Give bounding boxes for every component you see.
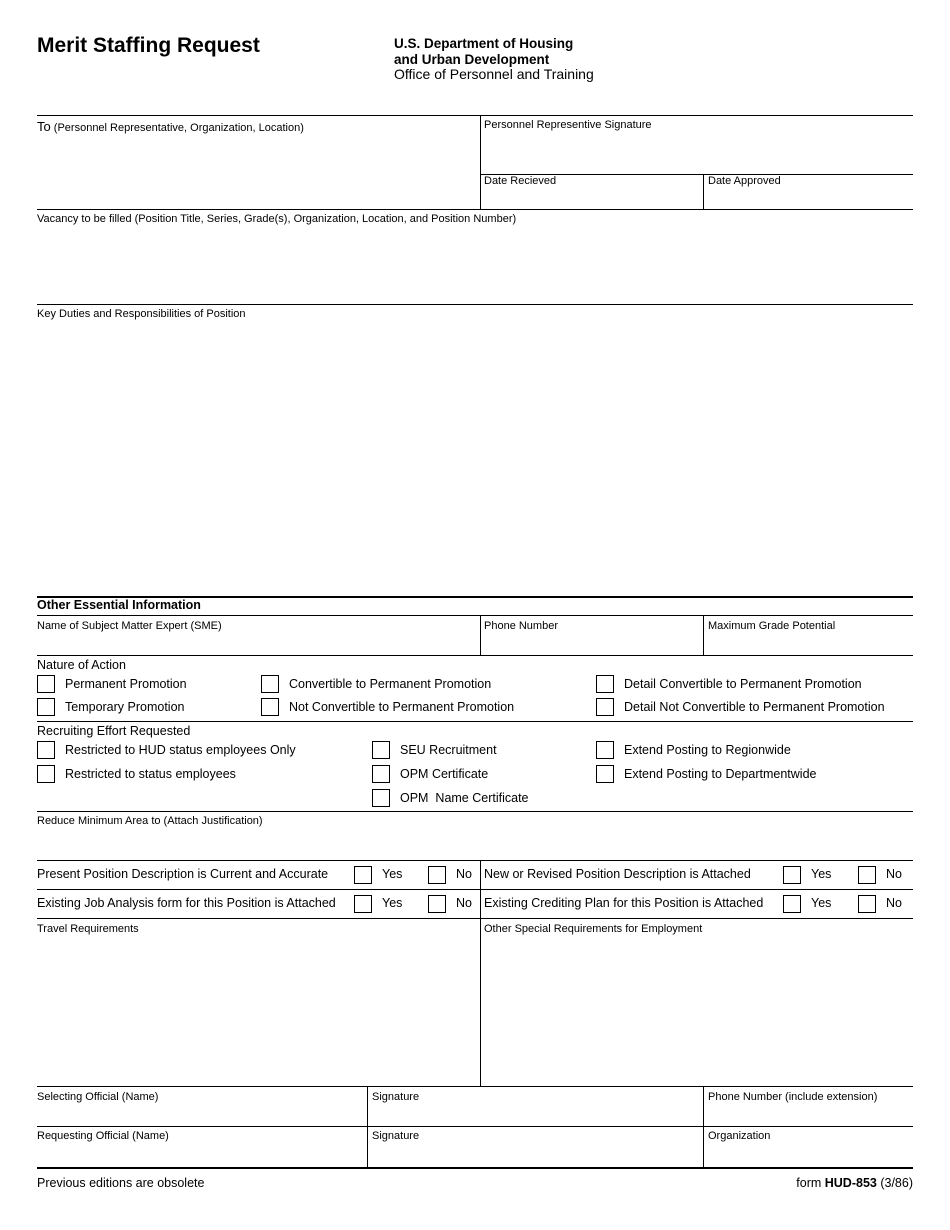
department-office: Office of Personnel and Training — [394, 66, 594, 82]
detail-convertible-label: Detail Convertible to Permanent Promotion — [624, 677, 862, 691]
divider — [37, 615, 913, 616]
opm-certificate-checkbox[interactable] — [372, 765, 390, 783]
divider — [37, 1126, 913, 1127]
departmentwide-checkbox[interactable] — [596, 765, 614, 783]
sme-label: Name of Subject Matter Expert (SME) — [37, 620, 222, 632]
selecting-official-field[interactable] — [37, 1107, 363, 1124]
divider — [480, 115, 481, 209]
to-description: (Personnel Representative, Organization, Location) — [53, 122, 304, 134]
divider — [37, 811, 913, 812]
nature-heading: Nature of Action — [37, 658, 126, 672]
requesting-official-field[interactable] — [37, 1146, 363, 1165]
detail-not-convertible-label: Detail Not Convertible to Permanent Promotion — [624, 700, 885, 714]
hud-status-only-checkbox[interactable] — [37, 741, 55, 759]
form-prefix: form — [796, 1176, 822, 1190]
divider — [37, 860, 913, 861]
duties-field[interactable] — [37, 325, 909, 593]
permanent-promotion-checkbox[interactable] — [37, 675, 55, 693]
not-convertible-checkbox[interactable] — [261, 698, 279, 716]
duties-label: Key Duties and Responsibilities of Position — [37, 308, 246, 320]
department-line-1: U.S. Department of Housing — [394, 36, 574, 51]
divider — [37, 655, 913, 656]
max-grade-field[interactable] — [708, 636, 908, 653]
permanent-promotion-label: Permanent Promotion — [65, 677, 187, 691]
opm-certificate-label: OPM Certificate — [400, 767, 489, 781]
job-analysis-no-label: No — [456, 896, 472, 910]
job-analysis-label: Existing Job Analysis form for this Position is Attached — [37, 896, 336, 910]
phone-label: Phone Number — [484, 620, 558, 632]
detail-convertible-checkbox[interactable] — [596, 675, 614, 693]
temporary-promotion-checkbox[interactable] — [37, 698, 55, 716]
pd-current-no-label: No — [456, 867, 472, 881]
max-grade-label: Maximum Grade Potential — [708, 620, 836, 632]
pd-current-label: Present Position Description is Current and Accurate — [37, 867, 329, 881]
rep-signature-field[interactable] — [484, 136, 909, 172]
selecting-signature-label: Signature — [372, 1091, 420, 1103]
pd-revised-no-label: No — [886, 867, 902, 881]
divider — [37, 115, 913, 116]
date-approved-field[interactable] — [708, 190, 908, 207]
divider — [37, 918, 913, 919]
crediting-plan-no-checkbox[interactable] — [858, 895, 876, 913]
divider — [37, 304, 913, 305]
crediting-plan-label: Existing Crediting Plan for this Position is Attached — [484, 896, 764, 910]
travel-requirements-label: Travel Requirements — [37, 923, 139, 935]
pd-revised-yes-label: Yes — [811, 867, 832, 881]
regionwide-label: Extend Posting to Regionwide — [624, 743, 791, 757]
selecting-signature-field[interactable] — [372, 1107, 699, 1124]
seu-recruitment-label: SEU Recruitment — [400, 743, 497, 757]
pd-current-yes-checkbox[interactable] — [354, 866, 372, 884]
status-employees-label: Restricted to status employees — [65, 767, 236, 781]
vacancy-label: Vacancy to be filled (Position Title, Series, Grade(s), Organization, Location, and Position Number) — [37, 213, 517, 225]
date-approved-label: Date Approved — [708, 175, 781, 187]
pd-revised-no-checkbox[interactable] — [858, 866, 876, 884]
departmentwide-label: Extend Posting to Departmentwide — [624, 767, 817, 781]
job-analysis-no-checkbox[interactable] — [428, 895, 446, 913]
divider — [703, 615, 704, 655]
temporary-promotion-label: Temporary Promotion — [65, 700, 185, 714]
to-field[interactable] — [37, 138, 477, 206]
requesting-signature-label: Signature — [372, 1130, 420, 1142]
rep-signature-label: Personnel Representive Signature — [484, 119, 652, 131]
recruiting-heading: Recruiting Effort Requested — [37, 724, 191, 738]
phone-extension-field[interactable] — [708, 1107, 908, 1124]
other-requirements-label: Other Special Requirements for Employment — [484, 923, 703, 935]
divider — [37, 1086, 913, 1087]
not-convertible-label: Not Convertible to Permanent Promotion — [289, 700, 515, 714]
reduce-area-field[interactable] — [37, 832, 909, 858]
detail-not-convertible-checkbox[interactable] — [596, 698, 614, 716]
date-received-field[interactable] — [484, 190, 699, 207]
divider — [367, 1086, 368, 1168]
opm-name-certificate-checkbox[interactable] — [372, 789, 390, 807]
pd-current-no-checkbox[interactable] — [428, 866, 446, 884]
reduce-area-label: Reduce Minimum Area to (Attach Justification) — [37, 815, 263, 827]
department-line-2: and Urban Development — [394, 51, 550, 67]
essential-heading: Other Essential Information — [37, 598, 201, 612]
hud-status-only-label: Restricted to HUD status employees Only — [65, 743, 296, 757]
divider — [37, 1167, 913, 1169]
vacancy-field[interactable] — [37, 230, 909, 300]
divider — [480, 860, 481, 1086]
crediting-plan-yes-checkbox[interactable] — [783, 895, 801, 913]
divider — [37, 721, 913, 722]
crediting-plan-yes-label: Yes — [811, 896, 832, 910]
convertible-permanent-label: Convertible to Permanent Promotion — [289, 677, 492, 691]
seu-recruitment-checkbox[interactable] — [372, 741, 390, 759]
opm-name-certificate-label: OPM Name Certificate — [400, 791, 529, 805]
crediting-plan-no-label: No — [886, 896, 902, 910]
organization-field[interactable] — [708, 1146, 908, 1165]
to-prefix: To — [37, 119, 51, 134]
department-block — [394, 36, 594, 83]
status-employees-checkbox[interactable] — [37, 765, 55, 783]
to-field-label — [37, 119, 304, 134]
selecting-official-label: Selecting Official (Name) — [37, 1091, 159, 1103]
organization-label: Organization — [708, 1130, 771, 1142]
pd-revised-label: New or Revised Position Description is Attached — [484, 867, 751, 881]
divider — [480, 615, 481, 655]
form-date: (3/86) — [880, 1176, 913, 1190]
divider — [37, 889, 913, 890]
job-analysis-yes-checkbox[interactable] — [354, 895, 372, 913]
requesting-signature-field[interactable] — [372, 1146, 699, 1165]
date-received-label: Date Recieved — [484, 175, 557, 187]
regionwide-checkbox[interactable] — [596, 741, 614, 759]
pd-current-yes-label: Yes — [382, 867, 403, 881]
divider — [703, 174, 704, 209]
form-title: Merit Staffing Request — [37, 34, 260, 57]
editions-note: Previous editions are obsolete — [37, 1176, 205, 1190]
phone-field[interactable] — [484, 636, 699, 653]
divider — [37, 209, 913, 210]
form-number — [796, 1176, 913, 1190]
job-analysis-yes-label: Yes — [382, 896, 403, 910]
phone-extension-label: Phone Number (include extension) — [708, 1091, 878, 1103]
sme-field[interactable] — [37, 636, 477, 653]
divider — [703, 1086, 704, 1168]
form-id: HUD-853 — [824, 1176, 877, 1190]
convertible-permanent-checkbox[interactable] — [261, 675, 279, 693]
other-requirements-field[interactable] — [484, 940, 909, 1082]
requesting-official-label: Requesting Official (Name) — [37, 1130, 169, 1142]
travel-requirements-field[interactable] — [37, 940, 477, 1082]
pd-revised-yes-checkbox[interactable] — [783, 866, 801, 884]
